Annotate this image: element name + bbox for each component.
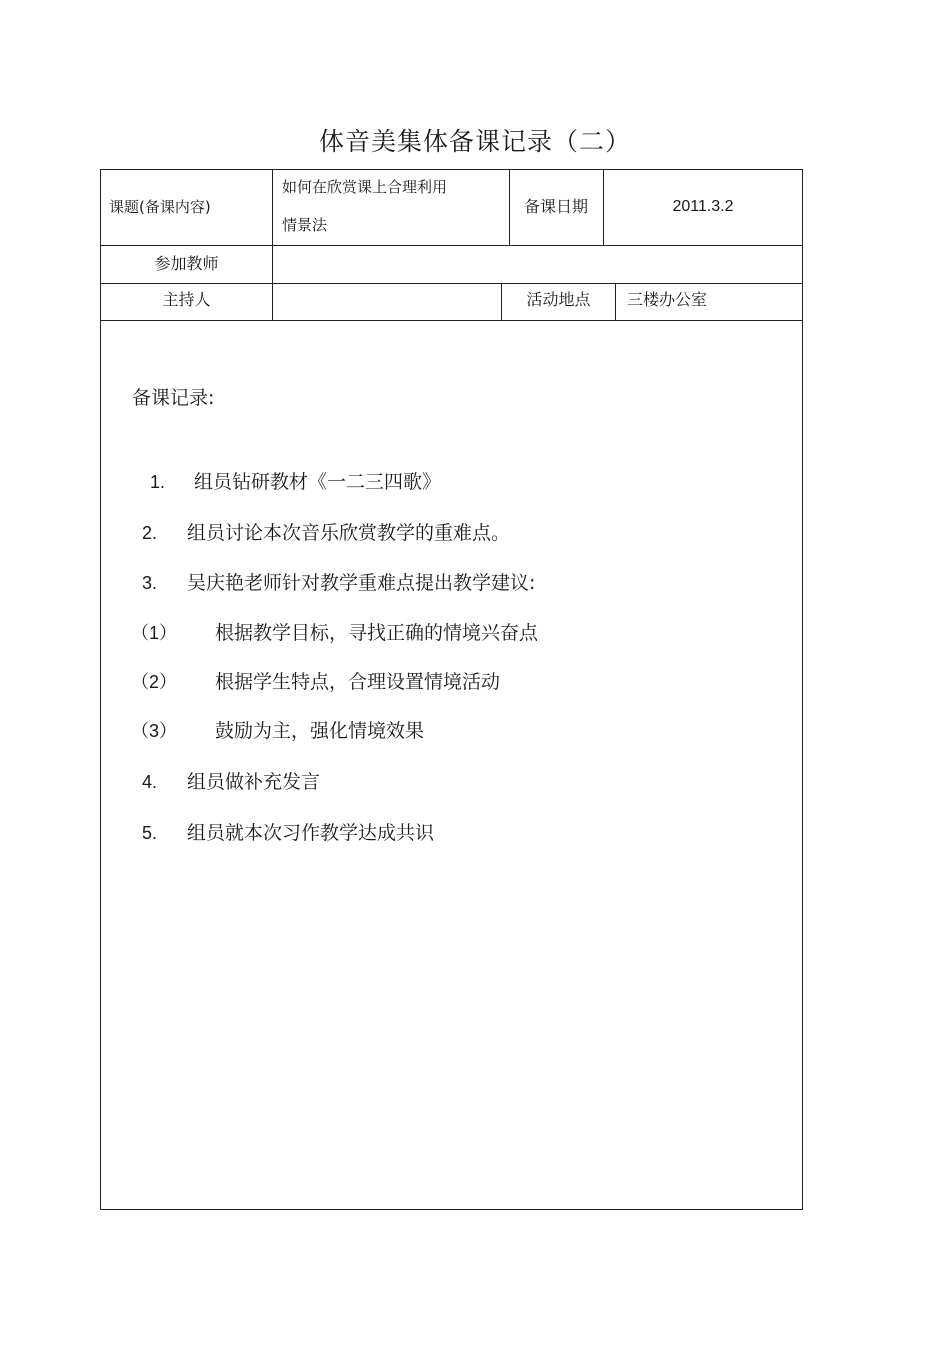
- document-title: 体音美集体备课记录（二）: [318, 127, 631, 156]
- column-divider: [272, 170, 273, 320]
- topic-line-2: 情景法: [282, 216, 328, 234]
- column-divider: [615, 283, 616, 320]
- lesson-record-table: [100, 169, 803, 1210]
- date-label: 备课日期: [523, 197, 588, 216]
- item-text: 组员就本次习作教学达成共识: [187, 822, 435, 844]
- item-text: 组员做补充发言: [187, 771, 321, 793]
- teachers-label: 参加教师: [154, 254, 219, 273]
- item-number: （1）: [131, 623, 178, 643]
- item-number: （3）: [131, 721, 178, 741]
- date-value: 2011.3.2: [672, 198, 734, 215]
- item-number: 4.: [142, 772, 158, 792]
- item-text: 根据学生特点，合理设置情境活动: [215, 671, 501, 693]
- topic-line-1: 如何在欣赏课上合理利用: [282, 178, 448, 196]
- item-number: 3.: [142, 573, 158, 593]
- item-text: 鼓励为主，强化情境效果: [215, 720, 425, 742]
- row-divider: [101, 320, 802, 321]
- item-number: （2）: [131, 672, 178, 692]
- item-number: 5.: [142, 823, 158, 843]
- item-text: 组员讨论本次音乐欣赏教学的重难点。: [187, 522, 511, 544]
- item-text: 组员钻研教材《一二三四歌》: [194, 471, 442, 493]
- topic-label: 课题(备课内容): [109, 198, 211, 216]
- record-heading: 备课记录:: [132, 387, 215, 409]
- location-label: 活动地点: [526, 290, 591, 309]
- row-divider: [101, 245, 802, 246]
- item-text: 吴庆艳老师针对教学重难点提出教学建议:: [187, 572, 536, 594]
- host-label: 主持人: [162, 290, 211, 309]
- item-text: 根据教学目标，寻找正确的情境兴奋点: [215, 622, 539, 644]
- location-value: 三楼办公室: [627, 290, 708, 309]
- item-number: 2.: [142, 523, 158, 543]
- item-number: 1.: [150, 472, 166, 492]
- row-divider: [101, 283, 802, 284]
